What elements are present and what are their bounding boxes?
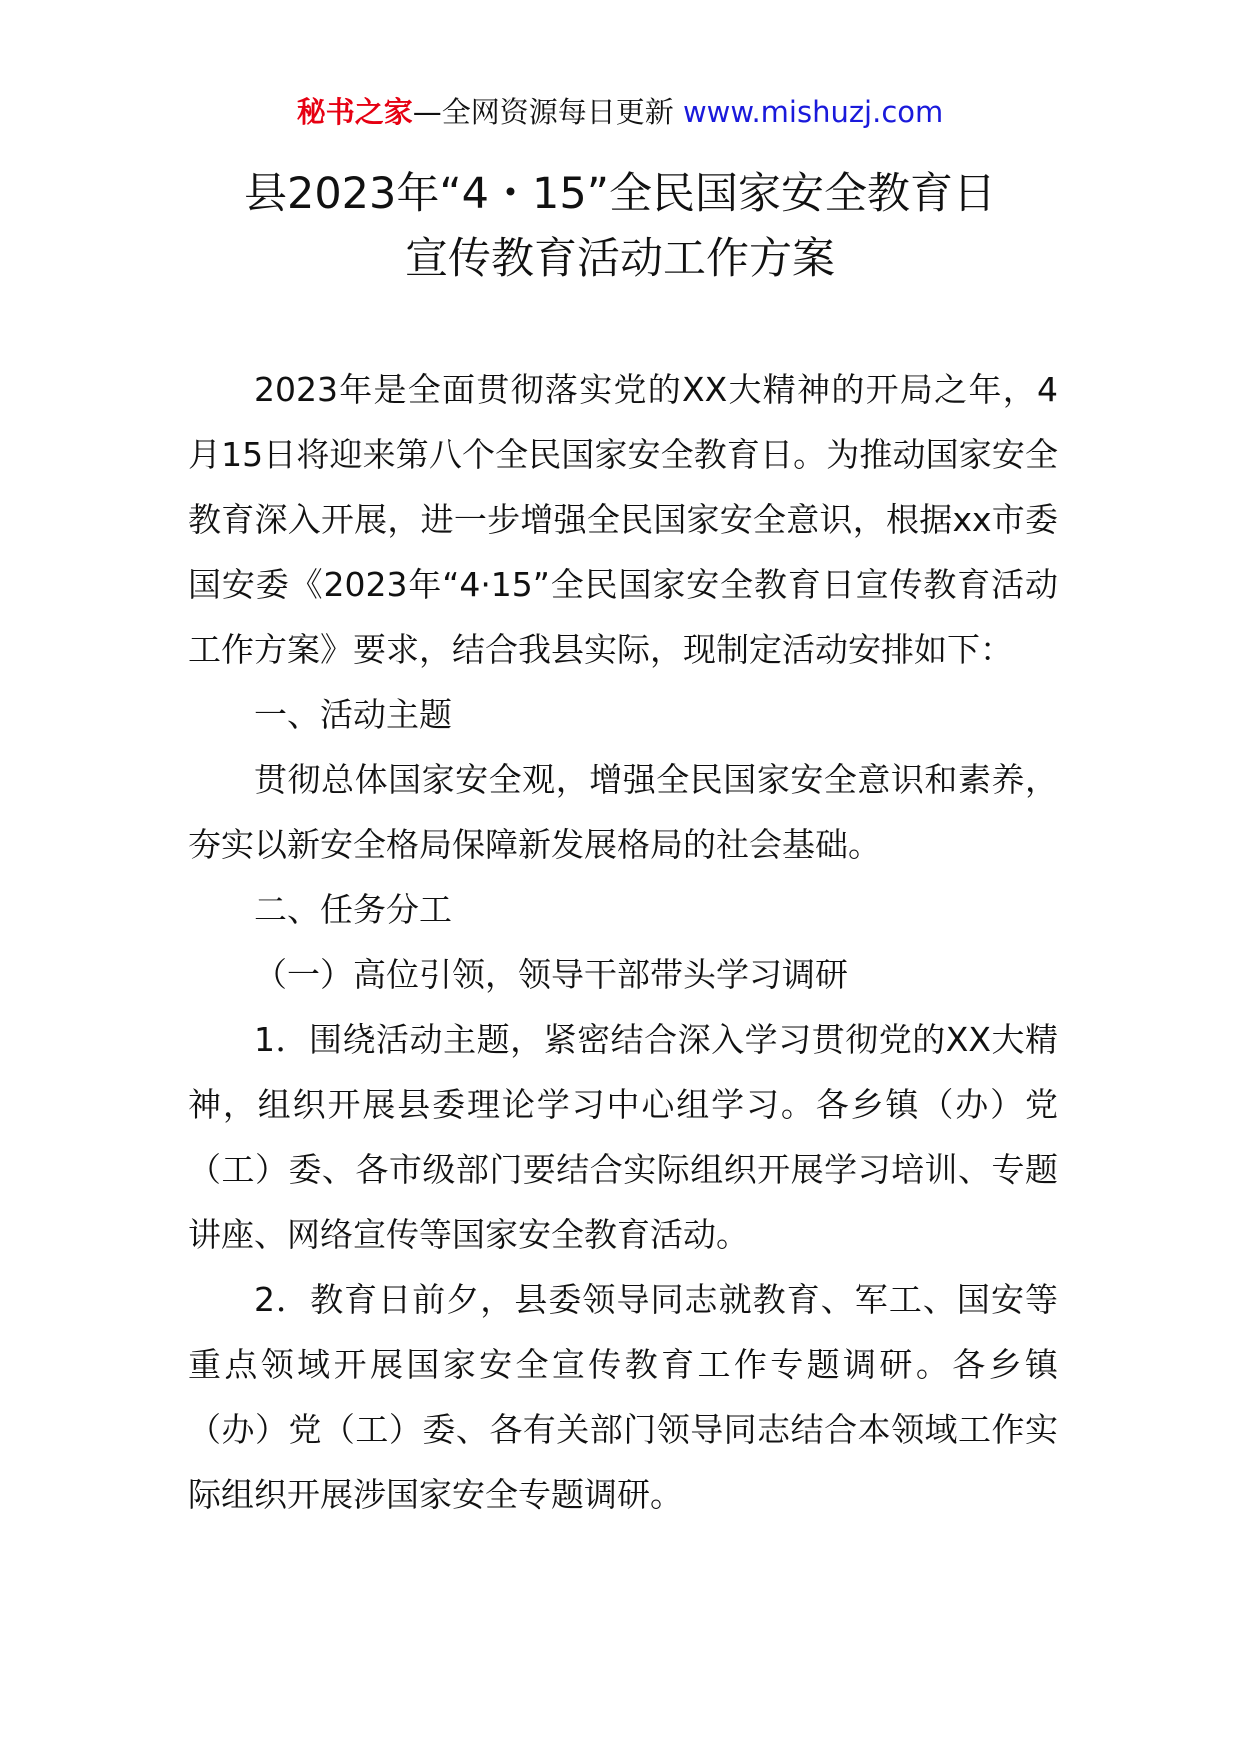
section-heading-theme: 一、活动主题 [254, 695, 452, 734]
document-title-line-2: 宣传教育活动工作方案 [405, 234, 835, 284]
brand-name: 秘书之家 [296, 95, 413, 129]
subsection-heading-1: （一）高位引领，领导干部带头学习调研 [254, 955, 848, 994]
theme-paragraph: 贯彻总体国家安全观，增强全民国家安全意识和素养，夯实以新安全格局保障新发展格局的社会基础。 [188, 760, 1058, 864]
document-title-line-1: 县2023年“4・15”全民国家安全教育日 [243, 169, 997, 219]
banner-slogan: —全网资源每日更新 [412, 95, 674, 129]
document-body [188, 357, 1058, 1527]
task-item-2: 2．教育日前夕，县委领导同志就教育、军工、国安等重点领域开展国家安全宣传教育工作专题调研。各乡镇（办）党（工）委、各有关部门领导同志结合本领域工作实际组织开展涉国家安全专题调研。 [188, 1280, 1058, 1514]
task-item-1: 1．围绕活动主题，紧密结合深入学习贯彻党的XX大精神，组织开展县委理论学习中心组学习。各乡镇（办）党（工）委、各市级部门要结合实际组织开展学习培训、专题讲座、网络宣传等国家安全教育活动。 [188, 1020, 1058, 1254]
site-banner [0, 92, 1240, 132]
section-heading-tasks: 二、任务分工 [254, 890, 452, 929]
intro-paragraph: 2023年是全面贯彻落实党的XX大精神的开局之年，4月15日将迎来第八个全民国家安全教育日。为推动国家安全教育深入开展，进一步增强全民国家安全意识，根据xx市委国安委《2023年“4·15”全民国家安全教育日宣传教育活动工作方案》要求，结合我县实际，现制定活动安排如下： [188, 370, 1058, 669]
site-url-link[interactable]: www.mishuzj.com [682, 95, 944, 129]
